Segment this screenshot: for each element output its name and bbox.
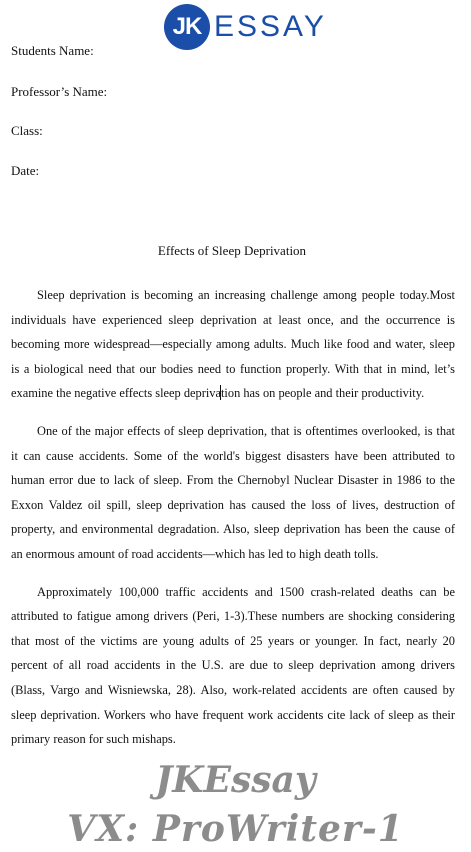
paragraph-1-text-b: tion has on people and their productivity. [220, 386, 425, 401]
paragraph-3[interactable]: Approximately 100,000 traffic accidents and 1500 crash-related deaths can be attributed to fatigue among drivers (Peri, 1-3).These numbers are shocking considering that most of the victims are young adults of 25 years or younger. In fact, nearly 20 percent of all road accidents in the U.S. are due to sleep deprivation among drivers (Blass, Vargo and Wisniewska, 28). Also, work-related accidents are often caused by sleep deprivation. Workers who have frequent work accidents cite lack of sleep as their primary reason for such mishaps. [11, 584, 455, 747]
paragraph-1[interactable] [11, 283, 455, 406]
class-label: Class: [11, 123, 43, 138]
professor-name-label: Professor’s Name: [11, 84, 108, 99]
logo-wordmark: ESSAY [214, 10, 327, 43]
paragraph-1-text-a: Sleep deprivation is becoming an increasing challenge among people today.Most individuals have experienced sleep deprivation at least once, and the occurrence is becoming more widespread—especially among adults. Much like food and water, sleep is a biological need that our bodies need to function properly. With that in mind, let’s examine the negative effects sleep depriva [11, 288, 455, 401]
paragraph-2[interactable]: One of the major effects of sleep deprivation, that is oftentimes overlooked, is that it can cause accidents. Some of the world's biggest disasters have been attributed to human error due to lack of sleep. From the Chernobyl Nuclear Disaster in 1986 to the Exxon Valdez oil spill, sleep deprivation has caused the loss of lives, destruction of property, and environmental degradation. Also, sleep deprivation has been the cause of an enormous amount of road accidents—which has led to high death tolls. [11, 423, 455, 561]
essay-title: Effects of Sleep Deprivation [157, 243, 307, 258]
date-label: Date: [11, 163, 40, 178]
essay-body[interactable] [11, 283, 455, 765]
jkessay-logo [164, 4, 327, 50]
logo-mark: JK [164, 4, 210, 50]
watermark-line-2: VX: ProWriter-1 [67, 808, 404, 850]
student-name-label: Students Name: [11, 43, 94, 58]
watermark-line-1: JKEssay [155, 759, 316, 801]
